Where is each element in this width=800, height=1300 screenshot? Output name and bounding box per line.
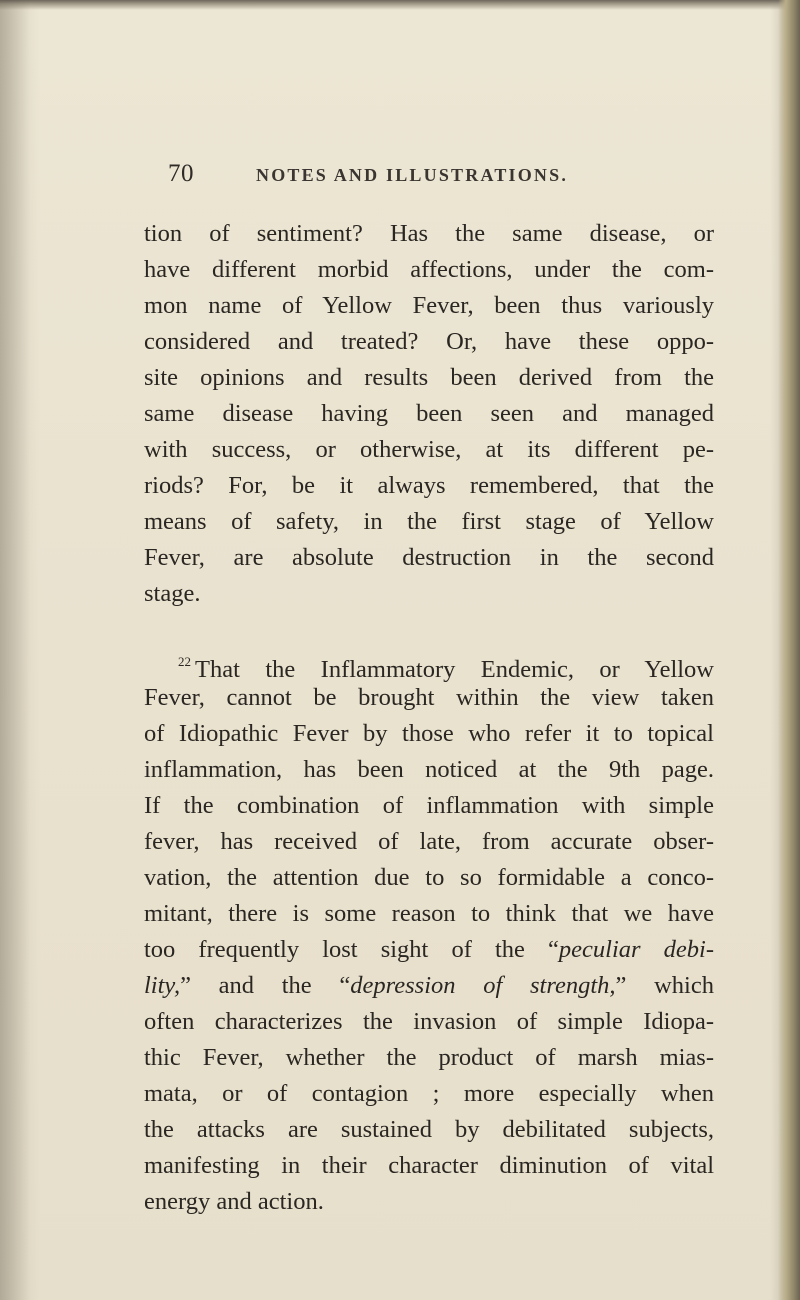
text-line: energy and action. [144, 1188, 324, 1215]
page-header [168, 160, 628, 200]
page-gutter-shadow [0, 0, 30, 1300]
text-line: site opinions and results been derived from the [144, 364, 714, 391]
italic-phrase: depression of strength, [350, 972, 616, 999]
text-line [144, 968, 714, 1004]
body-text [144, 216, 714, 1220]
text-line: inflammation, has been noticed at the 9th page. [144, 756, 714, 783]
text-line: tion of sentiment? Has the same disease, or [144, 220, 714, 247]
text-line: considered and treated? Or, have these oppo- [144, 328, 714, 355]
text-line: riods? For, be it always remembered, that the [144, 472, 714, 499]
text-line [144, 644, 714, 683]
text-line: with success, or otherwise, at its different pe- [144, 436, 714, 463]
text-line: means of safety, in the first stage of Yellow [144, 508, 714, 535]
text-line: If the combination of inflammation with simple [144, 792, 714, 819]
italic-phrase: lity, [144, 972, 181, 999]
text-line: mitant, there is some reason to think that we have [144, 900, 714, 927]
text-line: stage. [144, 580, 201, 607]
text-line: Fever, are absolute destruction in the second [144, 544, 714, 571]
text-line: thic Fever, whether the product of marsh mias- [144, 1044, 714, 1071]
text-line: mata, or of contagion ; more especially when [144, 1080, 714, 1107]
text-line: vation, the attention due to so formidable a conco- [144, 864, 714, 891]
page-top-edge [0, 0, 800, 10]
text-line: Fever, cannot be brought within the view taken [144, 684, 714, 711]
text-line: same disease having been seen and managed [144, 400, 714, 427]
text-line-content: That the Inflammatory Endemic, or Yellow [195, 656, 714, 683]
text-segment: ” which [615, 972, 714, 999]
text-line: often characterizes the invasion of simple Idiopa- [144, 1008, 714, 1035]
running-head: NOTES AND ILLUSTRATIONS. [256, 165, 569, 185]
paragraph-1 [144, 216, 714, 612]
text-line: mon name of Yellow Fever, been thus variously [144, 292, 714, 319]
footnote-marker: 22 [178, 654, 191, 669]
page-number: 70 [168, 160, 194, 187]
text-segment: ” and the “ [180, 972, 351, 999]
text-line: of Idiopathic Fever by those who refer it to topical [144, 720, 714, 747]
paragraph-gap [144, 612, 714, 644]
text-segment: too frequently lost sight of the “ [144, 936, 559, 963]
text-line: fever, has received of late, from accurate obser- [144, 828, 714, 855]
page-right-edge [778, 0, 800, 1300]
text-line: have different morbid affections, under the com- [144, 256, 714, 283]
italic-phrase: peculiar debi- [558, 936, 714, 963]
text-line [144, 932, 714, 968]
text-line: the attacks are sustained by debilitated subjects, [144, 1116, 714, 1143]
text-line: manifesting in their character diminution of vital [144, 1152, 714, 1179]
paragraph-2 [144, 644, 714, 1220]
